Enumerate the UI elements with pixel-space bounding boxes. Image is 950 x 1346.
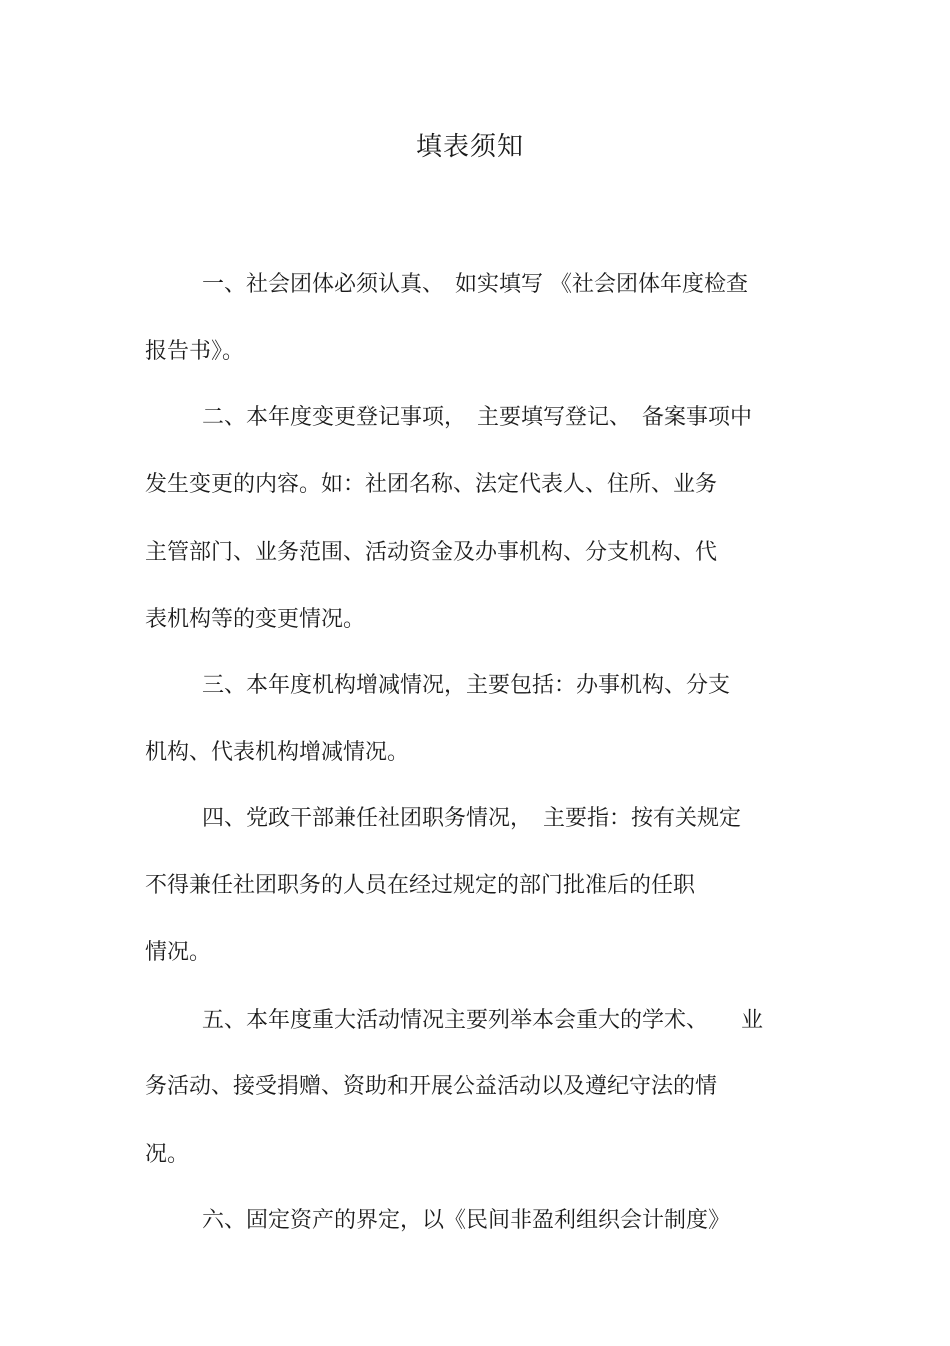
- item-6-line-1: 六、固定资产的界定，以《民间非盈利组织会计制度》: [202, 1208, 731, 1233]
- item-2-line-1: 二、本年度变更登记事项， 主要填写登记、 备案事项中: [202, 405, 753, 430]
- item-2-line-2: 发生变更的内容。如：社团名称、法定代表人、住所、业务: [145, 472, 718, 497]
- item-4-line-1: 四、党政干部兼任社团职务情况， 主要指：按有关规定: [202, 806, 742, 831]
- item-1-line-2: 报告书》。: [145, 339, 245, 364]
- item-3-line-2: 机构、代表机构增减情况。: [145, 740, 410, 765]
- item-5-line-1: 五、本年度重大活动情况主要列举本会重大的学术、 业: [202, 1008, 764, 1033]
- item-2-line-4: 表机构等的变更情况。: [145, 607, 366, 632]
- item-4-line-2: 不得兼任社团职务的人员在经过规定的部门批准后的任职: [145, 873, 696, 898]
- item-5-line-3: 况。: [145, 1142, 190, 1167]
- item-2-line-3: 主管部门、业务范围、活动资金及办事机构、分支机构、代: [145, 540, 718, 565]
- document-title: 填表须知: [415, 132, 524, 162]
- item-3-line-1: 三、本年度机构增减情况，主要包括：办事机构、分支: [202, 673, 731, 698]
- item-1-line-1: 一、社会团体必须认真、 如实填写 《社会团体年度检查: [202, 272, 748, 297]
- item-5-line-2: 务活动、接受捐赠、资助和开展公益活动以及遵纪守法的情: [145, 1074, 718, 1099]
- item-4-line-3: 情况。: [145, 940, 212, 965]
